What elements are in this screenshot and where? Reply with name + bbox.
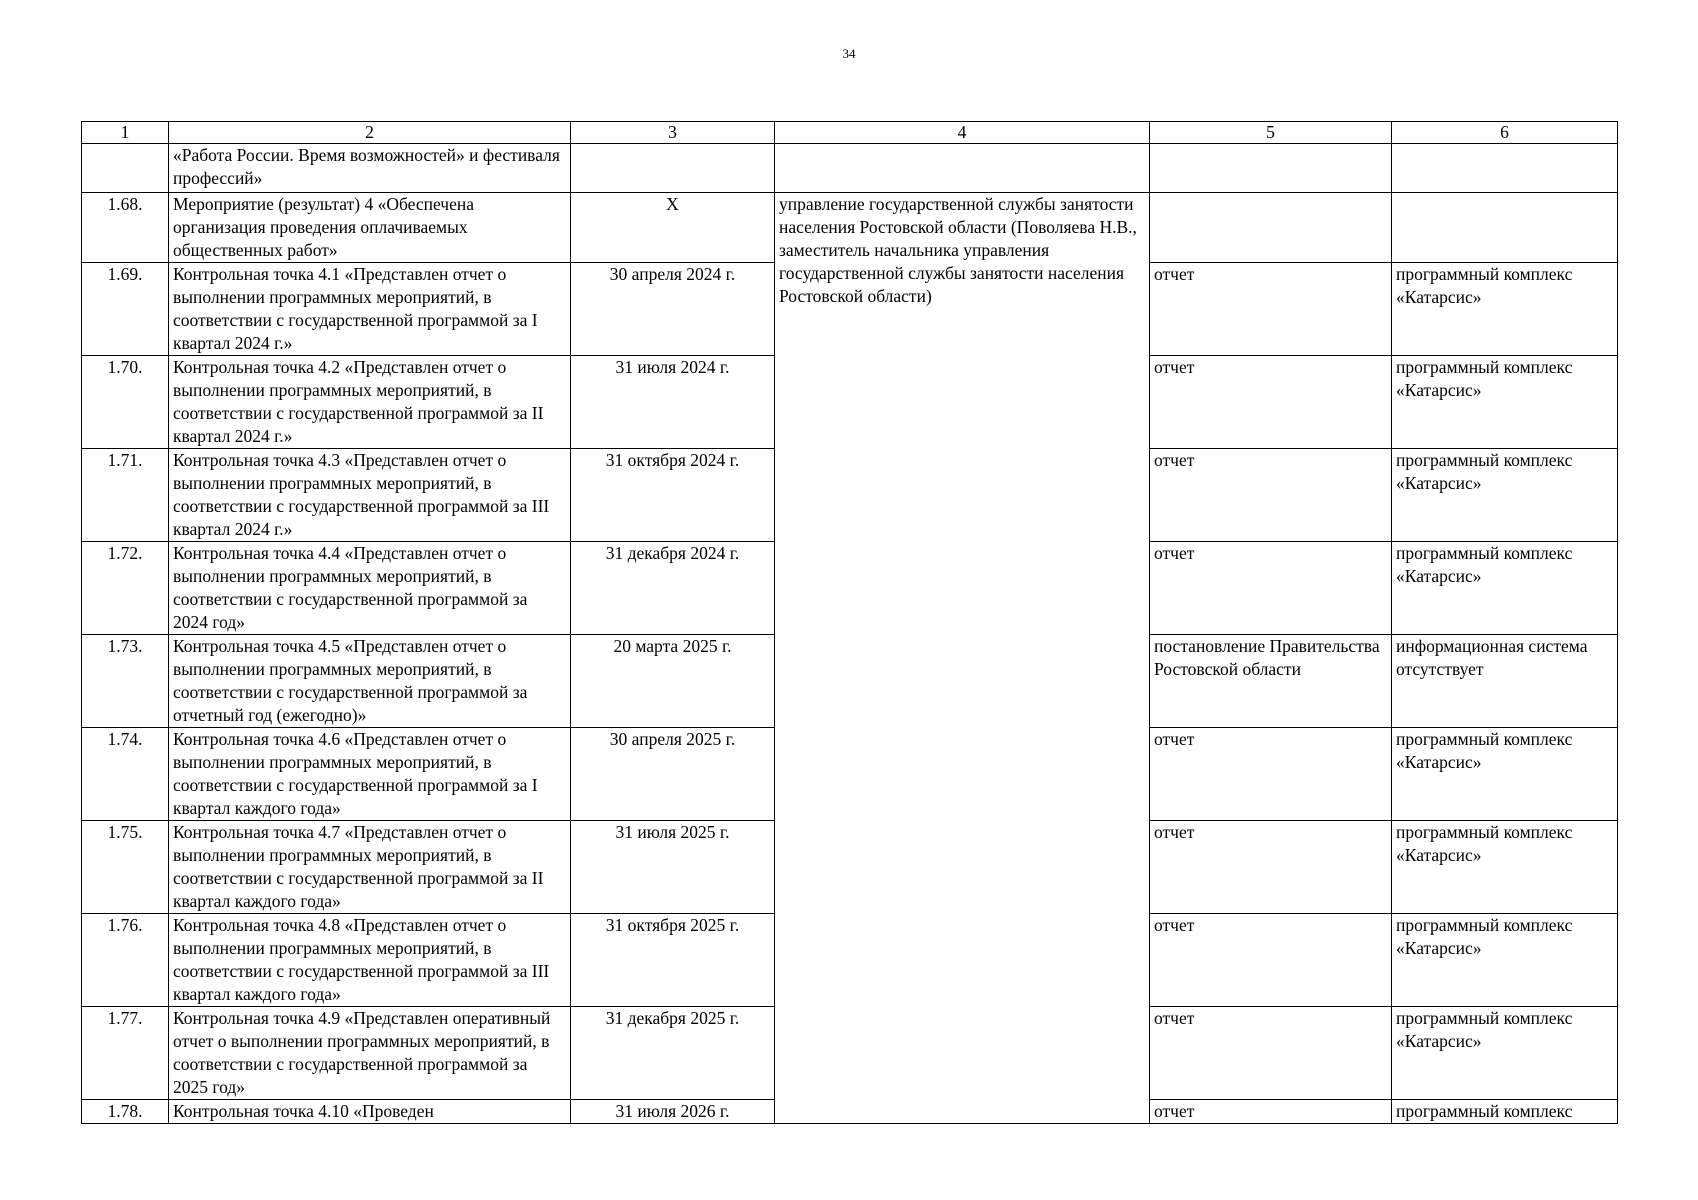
row-number-cell: 1.75. [82, 821, 169, 914]
info-system-cell: программный комплекс «Катарсис» [1392, 356, 1618, 449]
table-row-continuation [82, 144, 1618, 193]
info-system-cell: программный комплекс «Катарсис» [1392, 1007, 1618, 1100]
document-type-cell: отчет [1150, 914, 1392, 1007]
document-type-cell: отчет [1150, 356, 1392, 449]
measure-name-cell: Контрольная точка 4.10 «Проведен [169, 1100, 571, 1124]
date-cell [571, 144, 775, 193]
measure-name-cell: Мероприятие (результат) 4 «Обеспечена организация проведения оплачиваемых общественных работ» [169, 193, 571, 263]
document-type-cell: отчет [1150, 263, 1392, 356]
document-type-cell: постановление Правительства Ростовской области [1150, 635, 1392, 728]
info-system-cell: программный комплекс «Катарсис» [1392, 821, 1618, 914]
date-cell: 31 июля 2024 г. [571, 356, 775, 449]
measure-name-cell: Контрольная точка 4.9 «Представлен оперативный отчет о выполнении программных мероприятий, в соответствии с государственной программой за 2025 год» [169, 1007, 571, 1100]
date-cell: 30 апреля 2025 г. [571, 728, 775, 821]
responsible-cell: управление государственной службы занятости населения Ростовской области (Поволяева Н.В., заместитель начальника управления государственной службы занятости населения Ростовской области) [775, 193, 1150, 1124]
document-type-cell: отчет [1150, 542, 1392, 635]
date-cell: 31 октября 2025 г. [571, 914, 775, 1007]
info-system-cell: программный комплекс «Катарсис» [1392, 449, 1618, 542]
info-system-cell: программный комплекс «Катарсис» [1392, 728, 1618, 821]
column-header: 1 [82, 122, 169, 144]
row-number-cell: 1.68. [82, 193, 169, 263]
document-type-cell: отчет [1150, 1100, 1392, 1124]
date-cell: 30 апреля 2024 г. [571, 263, 775, 356]
date-cell: X [571, 193, 775, 263]
info-system-cell: программный комплекс «Катарсис» [1392, 263, 1618, 356]
measure-name-cell: Контрольная точка 4.7 «Представлен отчет о выполнении программных мероприятий, в соответствии с государственной программой за II квартал каждого года» [169, 821, 571, 914]
date-cell: 31 июля 2026 г. [571, 1100, 775, 1124]
row-number-cell: 1.74. [82, 728, 169, 821]
table-row [82, 193, 1618, 263]
header-row [82, 122, 1618, 144]
row-number-cell: 1.78. [82, 1100, 169, 1124]
page-number: 34 [842, 46, 856, 61]
responsible-cell [775, 144, 1150, 193]
row-number-cell: 1.70. [82, 356, 169, 449]
column-header: 5 [1150, 122, 1392, 144]
info-system-cell: программный комплекс [1392, 1100, 1618, 1124]
row-number-cell [82, 144, 169, 193]
info-system-cell [1392, 193, 1618, 263]
measure-name-cell: Контрольная точка 4.8 «Представлен отчет о выполнении программных мероприятий, в соответствии с государственной программой за III квартал каждого года» [169, 914, 571, 1007]
measure-name-cell: Контрольная точка 4.5 «Представлен отчет о выполнении программных мероприятий, в соответствии с государственной программой за отчетный год (ежегодно)» [169, 635, 571, 728]
row-number-cell: 1.76. [82, 914, 169, 1007]
info-system-cell: программный комплекс «Катарсис» [1392, 914, 1618, 1007]
info-system-cell [1392, 144, 1618, 193]
document-type-cell: отчет [1150, 821, 1392, 914]
column-header: 6 [1392, 122, 1618, 144]
date-cell: 31 декабря 2024 г. [571, 542, 775, 635]
column-header: 3 [571, 122, 775, 144]
info-system-cell: информационная система отсутствует [1392, 635, 1618, 728]
row-number-cell: 1.73. [82, 635, 169, 728]
row-number-cell: 1.71. [82, 449, 169, 542]
measure-name-cell: Контрольная точка 4.1 «Представлен отчет о выполнении программных мероприятий, в соответствии с государственной программой за I квартал 2024 г.» [169, 263, 571, 356]
document-type-cell [1150, 193, 1392, 263]
row-number-cell: 1.69. [82, 263, 169, 356]
document-type-cell [1150, 144, 1392, 193]
document-type-cell: отчет [1150, 449, 1392, 542]
document-type-cell: отчет [1150, 728, 1392, 821]
date-cell: 31 октября 2024 г. [571, 449, 775, 542]
date-cell: 20 марта 2025 г. [571, 635, 775, 728]
measure-name-cell: Контрольная точка 4.4 «Представлен отчет о выполнении программных мероприятий, в соответствии с государственной программой за 2024 год» [169, 542, 571, 635]
date-cell: 31 декабря 2025 г. [571, 1007, 775, 1100]
column-header: 2 [169, 122, 571, 144]
measure-name-cell: Контрольная точка 4.6 «Представлен отчет о выполнении программных мероприятий, в соответствии с государственной программой за I квартал каждого года» [169, 728, 571, 821]
info-system-cell: программный комплекс «Катарсис» [1392, 542, 1618, 635]
row-number-cell: 1.72. [82, 542, 169, 635]
document-type-cell: отчет [1150, 1007, 1392, 1100]
row-number-cell: 1.77. [82, 1007, 169, 1100]
measure-name-cell: Контрольная точка 4.2 «Представлен отчет о выполнении программных мероприятий, в соответствии с государственной программой за II квартал 2024 г.» [169, 356, 571, 449]
measure-name-cell: «Работа России. Время возможностей» и фестиваля профессий» [169, 144, 571, 193]
measure-name-cell: Контрольная точка 4.3 «Представлен отчет о выполнении программных мероприятий, в соответствии с государственной программой за III квартал 2024 г.» [169, 449, 571, 542]
measures-table [81, 121, 1618, 1124]
column-header: 4 [775, 122, 1150, 144]
date-cell: 31 июля 2025 г. [571, 821, 775, 914]
